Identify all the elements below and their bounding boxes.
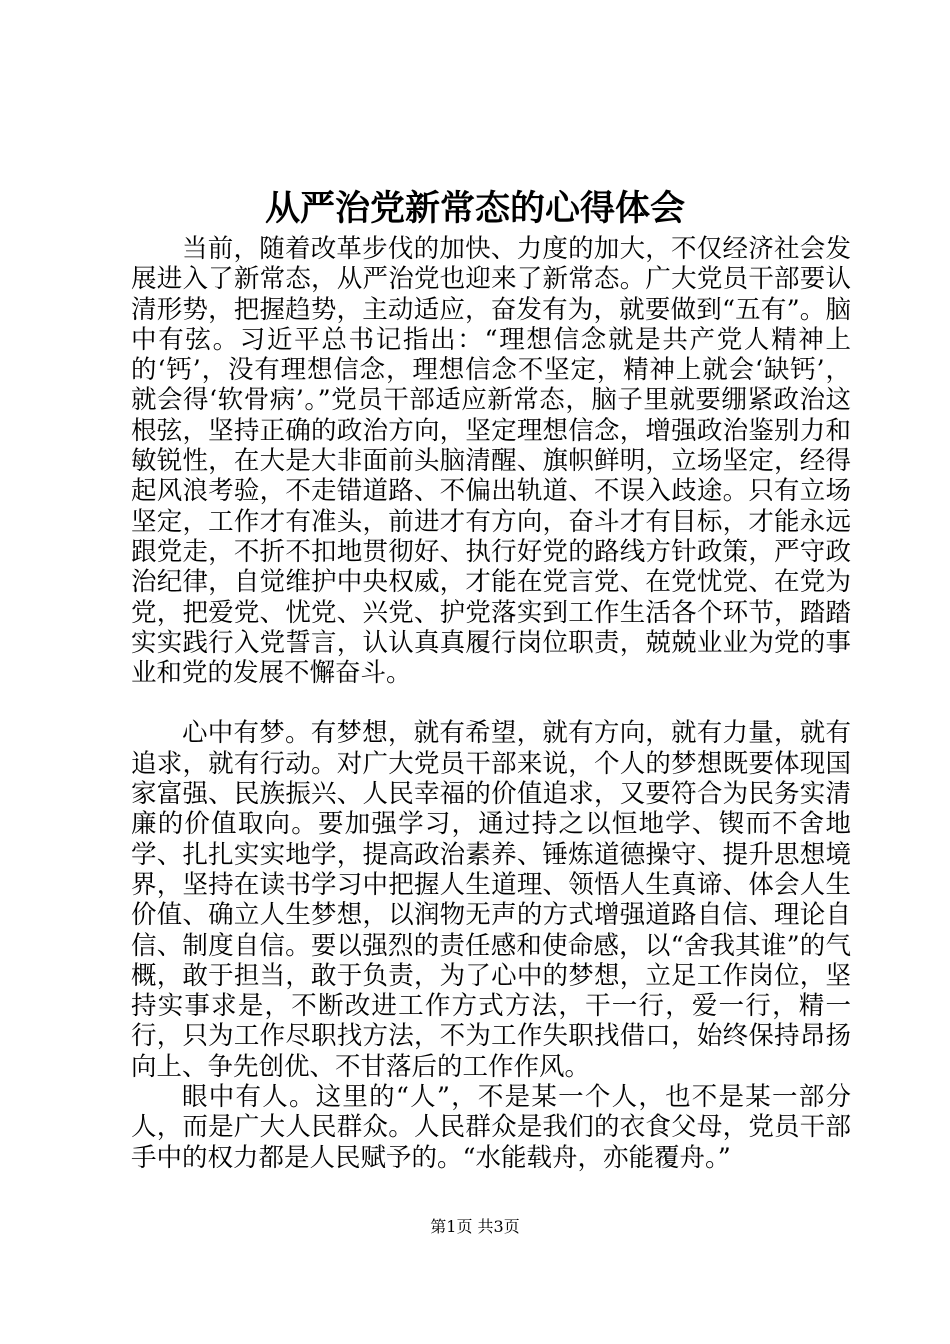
paragraph-eye-people: 眼中有人。这里的“人”，不是某一个人，也不是某一部分人，而是广大人民群众。人民群众是我们的衣食父母，党员干部手中的权力都是人民赋予的。“水能载舟，亦能覆舟。” — [131, 1082, 851, 1173]
page-number-footer: 第1页 共3页 — [430, 1217, 520, 1236]
document-body — [131, 234, 851, 1173]
document-title: 从严治党新常态的心得体会 — [264, 188, 685, 229]
paragraph-brain-string: 当前，随着改革步伐的加快、力度的加大，不仅经济社会发展进入了新常态，从严治党也迎来了新常态。广大党员干部要认清形势，把握趋势，主动适应，奋发有为，就要做到“五有”。脑中有弦。习近平总书记指出：“理想信念就是共产党人精神上的‘钙’，没有理想信念，理想信念不坚定，精神上就会‘缺钙’，就会得‘软骨病’。”党员干部适应新常态，脑子里就要绷紧政治这根弦，坚持正确的政治方向，坚定理想信念，增强政治鉴别力和敏锐性，在大是大非面前头脑清醒、旗帜鲜明，立场坚定，经得起风浪考验，不走错道路、不偏出轨道、不误入歧途。只有立场坚定，工作才有准头，前进才有方向，奋斗才有目标，才能永远跟党走，不折不扣地贯彻好、执行好党的路线方针政策，严守政治纪律，自觉维护中央权威，才能在党言党、在党忧党、在党为党，把爱党、忧党、兴党、护党落实到工作生活各个环节，踏踏实实践行入党誓言，认认真真履行岗位职责，兢兢业业为党的事业和党的发展不懈奋斗。 — [131, 234, 851, 689]
paragraph-heart-dream: 心中有梦。有梦想，就有希望，就有方向，就有力量，就有追求，就有行动。对广大党员干部来说，个人的梦想既要体现国家富强、民族振兴、人民幸福的价值追求，又要符合为民务实清廉的价值取向。要加强学习，通过持之以恒地学、锲而不舍地学、扎扎实实地学，提高政治素养、锤炼道德操守、提升思想境界，坚持在读书学习中把握人生道理、领悟人生真谛、体会人生价值、确立人生梦想，以润物无声的方式增强道路自信、理论自信、制度自信。要以强烈的责任感和使命感，以“舍我其谁”的气概，敢于担当，敢于负责，为了心中的梦想，立足工作岗位，坚持实事求是，不断改进工作方式方法，干一行，爱一行，精一行，只为工作尽职找方法，不为工作失职找借口，始终保持昂扬向上、争先创优、不甘落后的工作作风。 — [131, 718, 851, 1082]
